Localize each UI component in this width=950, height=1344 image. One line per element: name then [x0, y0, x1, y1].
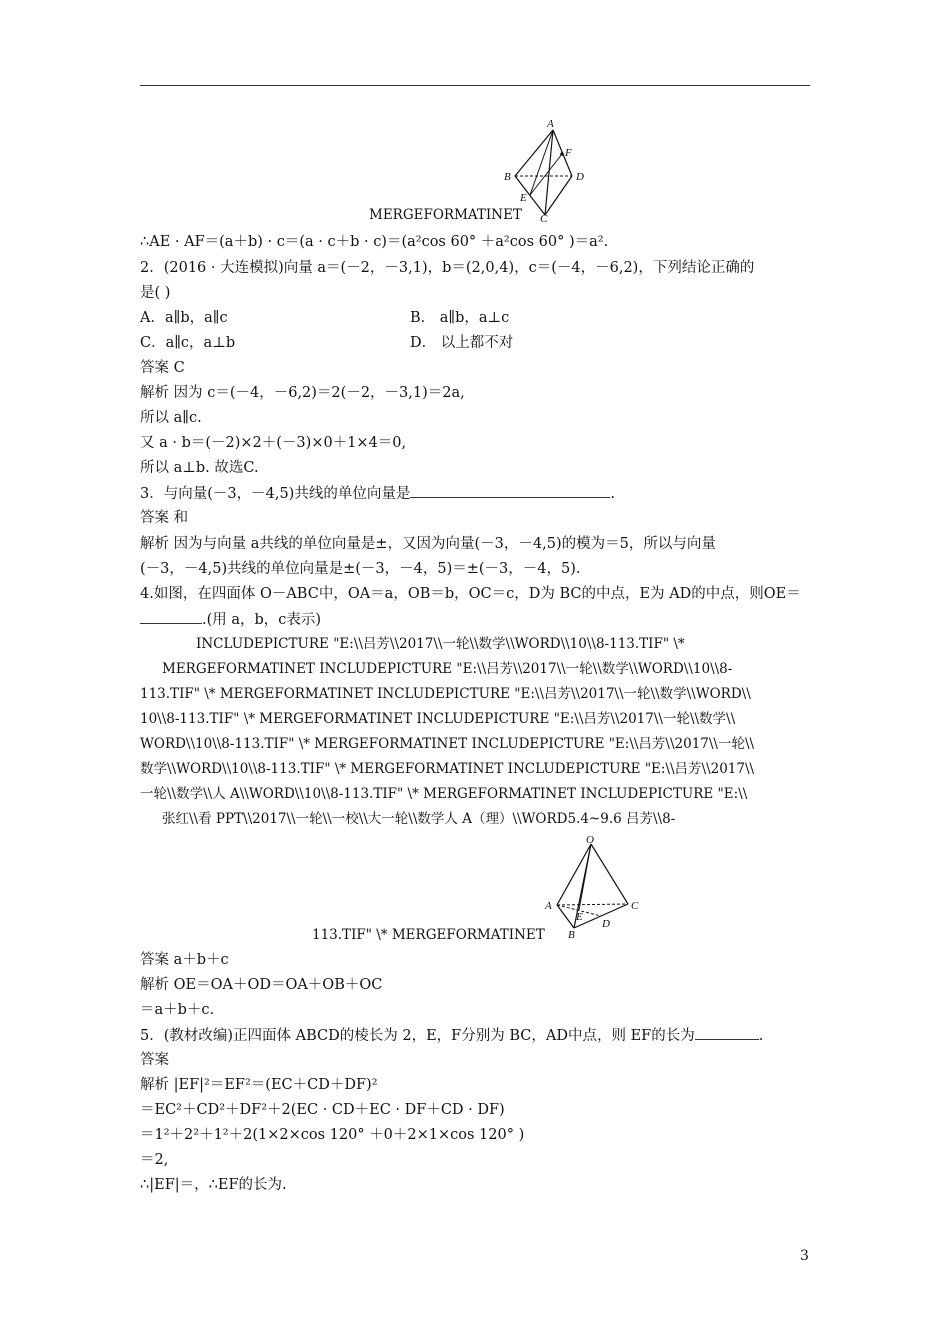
analysis-2: 解析 因为 c＝(－4，－6,2)＝2(－2，－3,1)＝2a,	[140, 385, 465, 401]
answer-4: 答案 a＋b＋c	[140, 952, 229, 968]
question-4: 4.如图，在四面体 O－ABC中，OA＝a，OB＝b，OC＝c，D为 BC的中点，E为 AD的中点，则OE＝	[140, 586, 801, 602]
field-code-line: 10\\8-113.TIF" \* MERGEFORMATINET INCLUDEPICTURE "E:\\吕芳\\2017\\一轮\\数学\\	[140, 711, 736, 727]
page-number: 3	[800, 1248, 809, 1264]
answer-blank	[140, 609, 202, 624]
figure1-caption: MERGEFORMATINET	[369, 207, 522, 223]
question-4-cont	[140, 609, 321, 630]
text-line: (－3，－4,5)共线的单位向量是±(－3，－4，5)＝±(－3，－4，5).	[140, 561, 581, 577]
question-3-text: 3．与向量(－3，－4,5)共线的单位向量是	[140, 486, 411, 502]
label-f: F	[565, 147, 572, 159]
analysis-4: 解析 OE＝OA＋OD＝OA＋OB＋OC	[140, 977, 383, 993]
label-e: E	[520, 192, 527, 204]
field-code-line: MERGEFORMATINET INCLUDEPICTURE "E:\\吕芳\\2017\\一轮\\数学\\WORD\\10\\8-	[162, 661, 733, 677]
field-code-line: WORD\\10\\8-113.TIF" \* MERGEFORMATINET INCLUDEPICTURE "E:\\吕芳\\2017\\一轮\\	[140, 736, 755, 752]
label-c: C	[631, 900, 639, 912]
question-5	[140, 1025, 763, 1046]
label-b: B	[568, 929, 575, 940]
label-c: C	[540, 213, 548, 224]
option-c: C．a∥c，a⊥b	[140, 335, 236, 351]
option-d: D． 以上都不对	[410, 335, 514, 351]
field-code-line: 张红\\看 PPT\\2017\\一轮\\一校\\大一轮\\数学人 A（理）\\WORD5.4~9.6 吕芳\\8-	[162, 811, 676, 827]
question-3	[140, 483, 615, 504]
header-rule	[140, 85, 810, 86]
text-line: 是( )	[140, 285, 171, 301]
question-5-text: 5．(教材改编)正四面体 ABCD的棱长为 2，E，F分别为 BC，AD中点，则 EF的长为	[140, 1028, 695, 1044]
option-a: A．a∥b，a∥c	[140, 310, 228, 326]
analysis-5: 解析 |EF|²＝EF²＝(EC＋CD＋DF)²	[140, 1077, 378, 1093]
answer-blank	[695, 1025, 759, 1040]
answer-2: 答案 C	[140, 360, 185, 376]
question-2: 2．(2016 · 大连模拟)向量 a＝(－2，－3,1)，b＝(2,0,4)，c＝(－4，－6,2)，下列结论正确的	[140, 260, 755, 276]
field-code-line: INCLUDEPICTURE "E:\\吕芳\\2017\\一轮\\数学\\WORD\\10\\8-113.TIF" \*	[196, 636, 685, 652]
label-e: E	[576, 911, 583, 923]
text-line: ＝a＋b＋c.	[140, 1002, 215, 1018]
text-line: 所以 a⊥b. 故选C.	[140, 460, 259, 476]
label-d: D	[576, 171, 584, 183]
label-a: A	[547, 118, 554, 130]
question-5-end: .	[758, 1028, 764, 1044]
option-b: B． a∥b，a⊥c	[410, 310, 510, 326]
label-a: A	[545, 900, 552, 912]
question-3-end: .	[610, 486, 615, 502]
text-line: ＝1²＋2²＋1²＋2(1×2×cos 120° ＋0＋2×1×cos 120° )	[140, 1127, 525, 1143]
text-line: ＝EC²＋CD²＋DF²＋2(EC · CD＋EC · DF＋CD · DF)	[140, 1102, 505, 1118]
question-4-hint: .(用 a，b，c表示)	[202, 612, 322, 628]
text-line: ＝2,	[140, 1152, 169, 1168]
field-code-line: 数学\\WORD\\10\\8-113.TIF" \* MERGEFORMATINET INCLUDEPICTURE "E:\\吕芳\\2017\\	[140, 761, 755, 777]
text-line: ∴|EF|＝，∴EF的长为.	[140, 1177, 287, 1193]
field-code-line: 113.TIF" \* MERGEFORMATINET	[312, 927, 545, 943]
label-b: B	[504, 171, 511, 183]
label-d: D	[602, 918, 610, 930]
field-code-line: 一轮\\数学\\人 A\\WORD\\10\\8-113.TIF" \* MERGEFORMATINET INCLUDEPICTURE "E:\\	[140, 786, 748, 802]
text-line: ∴AE · AF＝(a＋b) · c＝(a · c＋b · c)＝(a²cos 60° ＋a²cos 60° )＝a².	[140, 234, 609, 250]
label-o: O	[586, 834, 594, 846]
answer-3: 答案 和	[140, 510, 189, 526]
text-line: 又 a · b＝(－2)×2＋(－3)×0＋1×4＝0,	[140, 435, 407, 451]
answer-5: 答案	[140, 1052, 169, 1068]
field-code-line: 113.TIF" \* MERGEFORMATINET INCLUDEPICTURE "E:\\吕芳\\2017\\一轮\\数学\\WORD\\	[140, 686, 751, 702]
analysis-3: 解析 因为与向量 a共线的单位向量是±，又因为向量(－3，－4,5)的模为＝5，所以与向量	[140, 536, 716, 552]
answer-blank	[410, 483, 610, 498]
text-line: 所以 a∥c.	[140, 410, 202, 426]
tetrahedron-figure-oabc	[540, 834, 650, 940]
